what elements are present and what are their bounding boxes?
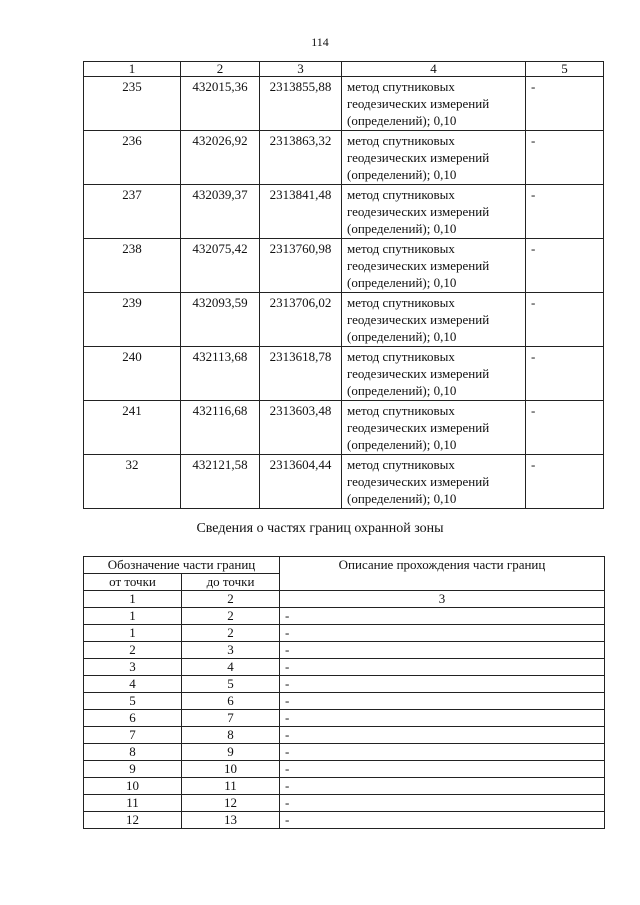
coordinates-header-row — [84, 62, 604, 77]
table-row — [84, 625, 605, 642]
column-header-4: 4 — [342, 62, 526, 77]
coordinates-table — [83, 61, 604, 509]
to-point: 7 — [182, 710, 280, 727]
table-row — [84, 812, 605, 829]
part-description: - — [280, 659, 605, 676]
table-row — [84, 710, 605, 727]
table-row — [84, 293, 604, 347]
part-description: - — [280, 676, 605, 693]
method-line: геодезических измерений — [347, 204, 490, 219]
description-header: Описание прохождения части границ — [280, 557, 605, 591]
coordinate-y: 2313604,44 — [260, 455, 342, 509]
coordinate-y: 2313841,48 — [260, 185, 342, 239]
point-number: 240 — [84, 347, 181, 401]
method-line: метод спутниковых — [347, 349, 455, 364]
to-point: 9 — [182, 744, 280, 761]
part-description: - — [280, 727, 605, 744]
section-title: Сведения о частях границ охранной зоны — [196, 521, 444, 536]
to-point: 2 — [182, 625, 280, 642]
table-row — [84, 744, 605, 761]
coordinate-x: 432026,92 — [181, 131, 260, 185]
point-number: 236 — [84, 131, 181, 185]
coordinate-x: 432015,36 — [181, 77, 260, 131]
method-description — [342, 239, 526, 293]
part-description: - — [280, 608, 605, 625]
from-point: 6 — [84, 710, 182, 727]
table-row — [84, 676, 605, 693]
point-number: 235 — [84, 77, 181, 131]
method-line: геодезических измерений — [347, 312, 490, 327]
method-line: (определений); 0,10 — [347, 329, 457, 344]
column-header-5: 5 — [526, 62, 604, 77]
method-line: геодезических измерений — [347, 96, 490, 111]
table-row — [84, 77, 604, 131]
point-number: 239 — [84, 293, 181, 347]
to-point: 11 — [182, 778, 280, 795]
index-cell-1: 1 — [84, 591, 182, 608]
to-point: 10 — [182, 761, 280, 778]
method-line: геодезических измерений — [347, 474, 490, 489]
coordinate-y: 2313603,48 — [260, 401, 342, 455]
from-point: 7 — [84, 727, 182, 744]
table-row — [84, 608, 605, 625]
table-row — [84, 455, 604, 509]
parts-index-row — [84, 591, 605, 608]
index-cell-3: 3 — [280, 591, 605, 608]
method-line: геодезических измерений — [347, 258, 490, 273]
method-description — [342, 293, 526, 347]
coordinate-y: 2313863,32 — [260, 131, 342, 185]
from-point: 1 — [84, 608, 182, 625]
table-row — [84, 185, 604, 239]
from-point: 12 — [84, 812, 182, 829]
part-description: - — [280, 795, 605, 812]
table-row — [84, 761, 605, 778]
table-row — [84, 401, 604, 455]
from-point: 5 — [84, 693, 182, 710]
from-point: 3 — [84, 659, 182, 676]
method-line: метод спутниковых — [347, 295, 455, 310]
note-cell: - — [526, 293, 604, 347]
note-cell: - — [526, 347, 604, 401]
note-cell: - — [526, 131, 604, 185]
from-point-header: от точки — [84, 574, 182, 591]
method-description — [342, 77, 526, 131]
note-cell: - — [526, 77, 604, 131]
coordinate-y: 2313706,02 — [260, 293, 342, 347]
coordinate-x: 432075,42 — [181, 239, 260, 293]
point-number: 237 — [84, 185, 181, 239]
part-description: - — [280, 761, 605, 778]
coordinate-x: 432039,37 — [181, 185, 260, 239]
table-row — [84, 727, 605, 744]
part-description: - — [280, 642, 605, 659]
method-description — [342, 185, 526, 239]
method-line: (определений); 0,10 — [347, 491, 457, 506]
part-description: - — [280, 625, 605, 642]
coordinate-x: 432116,68 — [181, 401, 260, 455]
from-point: 9 — [84, 761, 182, 778]
to-point: 2 — [182, 608, 280, 625]
column-header-2: 2 — [181, 62, 260, 77]
to-point: 4 — [182, 659, 280, 676]
to-point: 3 — [182, 642, 280, 659]
index-cell-2: 2 — [182, 591, 280, 608]
point-number: 238 — [84, 239, 181, 293]
table-row — [84, 131, 604, 185]
column-header-1: 1 — [84, 62, 181, 77]
table-row — [84, 795, 605, 812]
to-point: 6 — [182, 693, 280, 710]
to-point-header: до точки — [182, 574, 280, 591]
from-point: 8 — [84, 744, 182, 761]
table-row — [84, 659, 605, 676]
to-point: 12 — [182, 795, 280, 812]
group-header: Обозначение части границ — [84, 557, 280, 574]
coordinate-y: 2313760,98 — [260, 239, 342, 293]
note-cell: - — [526, 239, 604, 293]
point-number: 241 — [84, 401, 181, 455]
method-line: метод спутниковых — [347, 133, 455, 148]
coordinate-x: 432093,59 — [181, 293, 260, 347]
from-point: 1 — [84, 625, 182, 642]
part-description: - — [280, 710, 605, 727]
method-description — [342, 347, 526, 401]
to-point: 8 — [182, 727, 280, 744]
from-point: 11 — [84, 795, 182, 812]
to-point: 13 — [182, 812, 280, 829]
method-description — [342, 131, 526, 185]
note-cell: - — [526, 401, 604, 455]
method-line: (определений); 0,10 — [347, 113, 457, 128]
from-point: 10 — [84, 778, 182, 795]
from-point: 2 — [84, 642, 182, 659]
boundary-parts-table — [83, 556, 605, 829]
note-cell: - — [526, 185, 604, 239]
point-number: 32 — [84, 455, 181, 509]
method-line: геодезических измерений — [347, 366, 490, 381]
table-row — [84, 693, 605, 710]
part-description: - — [280, 812, 605, 829]
note-cell: - — [526, 455, 604, 509]
from-point: 4 — [84, 676, 182, 693]
page-number: 114 — [311, 35, 329, 49]
method-line: метод спутниковых — [347, 79, 455, 94]
part-description: - — [280, 693, 605, 710]
column-header-3: 3 — [260, 62, 342, 77]
coordinate-x: 432113,68 — [181, 347, 260, 401]
coordinate-y: 2313855,88 — [260, 77, 342, 131]
table-row — [84, 642, 605, 659]
table-row — [84, 239, 604, 293]
method-line: геодезических измерений — [347, 420, 490, 435]
method-line: метод спутниковых — [347, 241, 455, 256]
method-description — [342, 401, 526, 455]
parts-group-header-row — [84, 557, 605, 574]
method-line: (определений); 0,10 — [347, 167, 457, 182]
method-line: (определений); 0,10 — [347, 275, 457, 290]
method-description — [342, 455, 526, 509]
method-line: геодезических измерений — [347, 150, 490, 165]
method-line: (определений); 0,10 — [347, 383, 457, 398]
table-row — [84, 778, 605, 795]
part-description: - — [280, 778, 605, 795]
table-row — [84, 347, 604, 401]
method-line: метод спутниковых — [347, 403, 455, 418]
method-line: метод спутниковых — [347, 187, 455, 202]
method-line: метод спутниковых — [347, 457, 455, 472]
coordinate-y: 2313618,78 — [260, 347, 342, 401]
method-line: (определений); 0,10 — [347, 437, 457, 452]
to-point: 5 — [182, 676, 280, 693]
coordinate-x: 432121,58 — [181, 455, 260, 509]
part-description: - — [280, 744, 605, 761]
method-line: (определений); 0,10 — [347, 221, 457, 236]
